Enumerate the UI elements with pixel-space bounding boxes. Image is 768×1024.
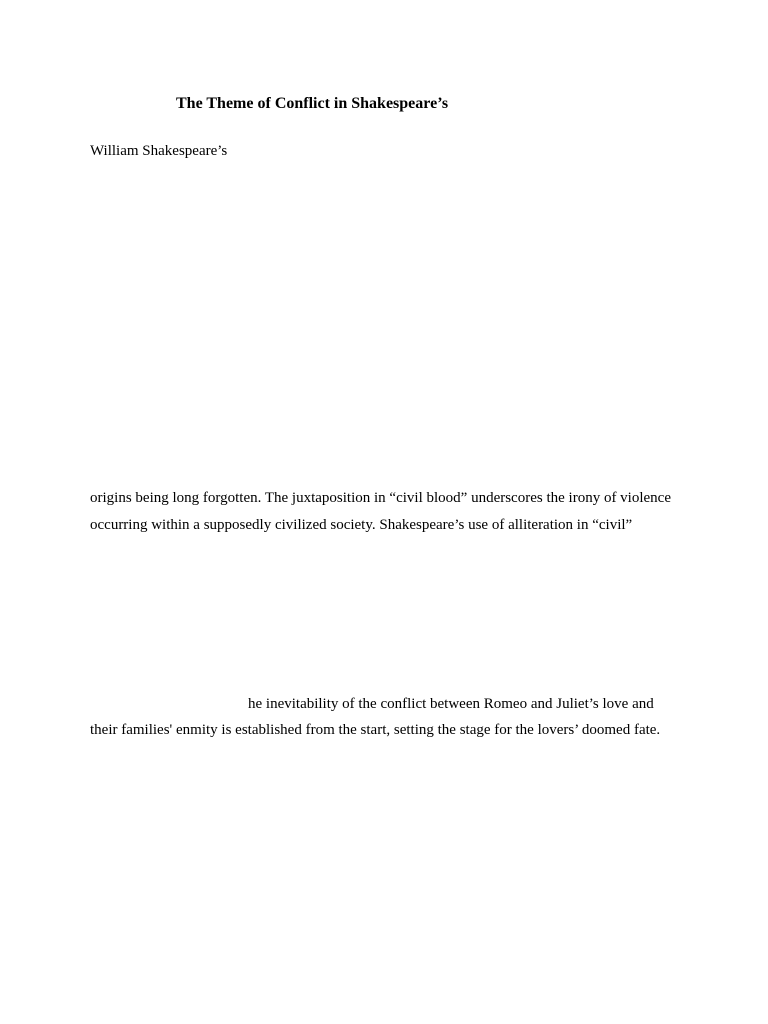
text-line-4: he inevitability of the conflict between Romeo and Juliet’s love and	[248, 696, 654, 712]
text-line-1: William Shakespeare’s	[90, 143, 228, 159]
text-line-3: occurring within a supposedly civilized society. Shakespeare’s use of alliteration in “civil”	[90, 517, 633, 533]
text-line-2: origins being long forgotten. The juxtaposition in “civil blood” underscores the irony of violence	[90, 490, 671, 506]
text-line-5: their families' enmity is established from the start, setting the stage for the lovers’ doomed fate.	[90, 722, 661, 738]
document-title: The Theme of Conflict in Shakespeare’s	[176, 95, 449, 112]
